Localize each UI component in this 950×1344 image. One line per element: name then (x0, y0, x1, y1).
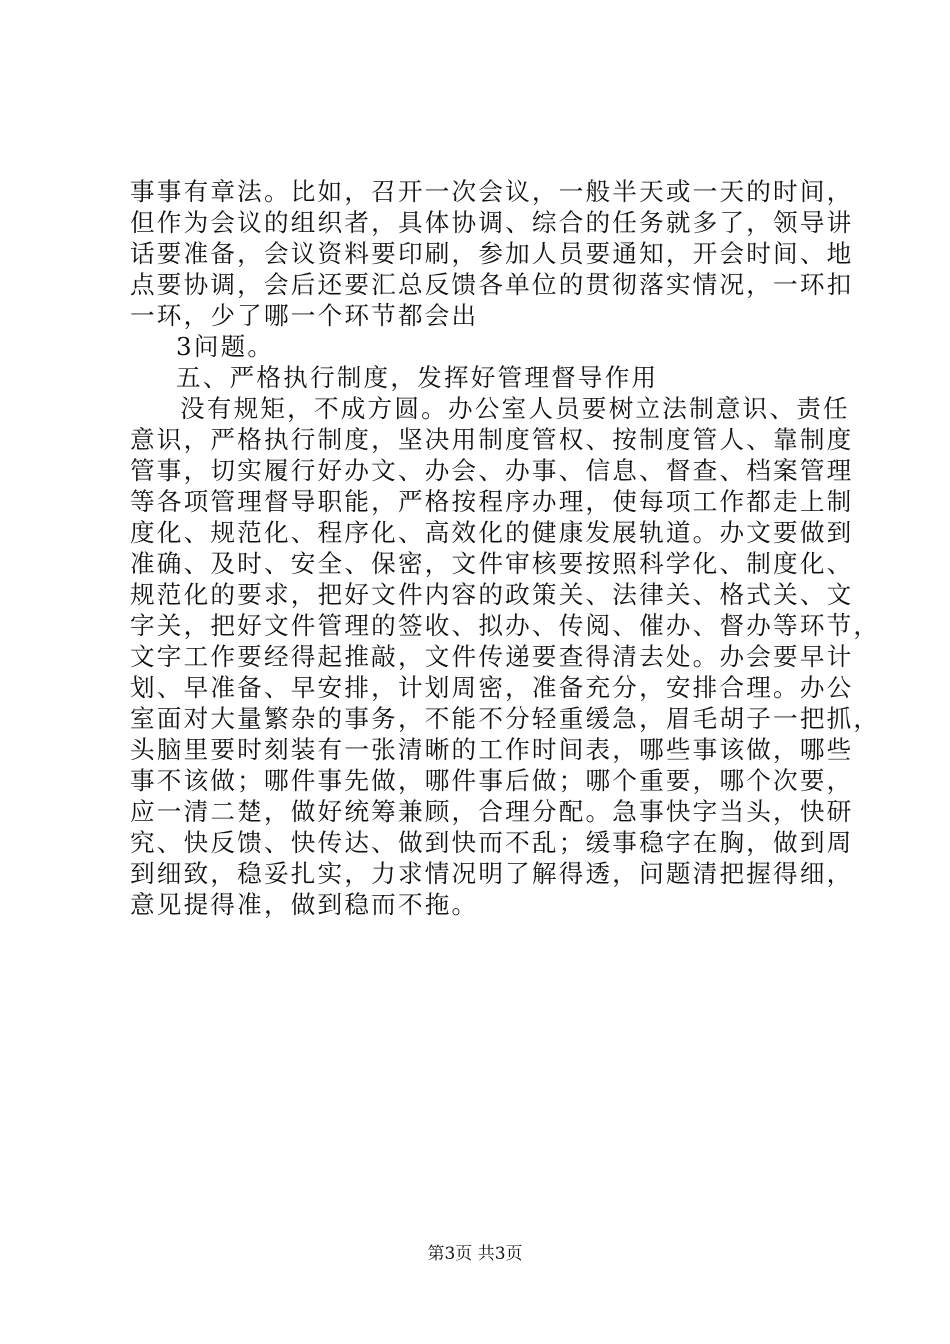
text-line: 规范化的要求，把好文件内容的政策关、法律关、格式关、文 (130, 580, 854, 609)
text-line: 3问题。 (176, 332, 275, 361)
text-line: 管事，切实履行好办文、办会、办事、信息、督查、档案管理 (130, 456, 854, 485)
text-line: 划、早准备、早安排，计划周密，准备充分，安排合理。办公 (130, 673, 854, 702)
text-line: 意见提得准，做到稳而不拖。 (130, 890, 479, 919)
page-number-footer: 第3页 共3页 (427, 1244, 523, 1264)
text-line: 但作为会议的组织者，具体协调、综合的任务就多了，领导讲 (130, 208, 854, 237)
text-line: 意识，严格执行制度，坚决用制度管权、按制度管人、靠制度 (130, 425, 854, 454)
paragraph-first-line: 没有规矩，不成方圆。办公室人员要树立法制意识、责任 (180, 394, 850, 423)
text-line: 话要准备，会议资料要印刷，参加人员要通知，开会时间、地 (130, 239, 854, 268)
text-line: 事不该做；哪件事先做，哪件事后做；哪个重要，哪个次要， (130, 766, 854, 795)
text-line: 点要协调，会后还要汇总反馈各单位的贯彻落实情况，一环扣 (130, 270, 854, 299)
text-line: 室面对大量繁杂的事务，不能不分轻重缓急，眉毛胡子一把抓， (130, 704, 881, 733)
text-line: 准确、及时、安全、保密，文件审核要按照科学化、制度化、 (130, 549, 854, 578)
section-heading: 五、严格执行制度，发挥好管理督导作用 (176, 363, 659, 392)
text-line: 等各项管理督导职能，严格按程序办理，使每项工作都走上制 (130, 487, 854, 516)
text-line: 字关，把好文件管理的签收、拟办、传阅、催办、督办等环节， (130, 611, 881, 640)
text-line: 一环，少了哪一个环节都会出 (130, 301, 479, 330)
text-line: 到细致，稳妥扎实，力求情况明了解得透，问题清把握得细， (130, 859, 854, 888)
text-line: 应一清二楚，做好统筹兼顾，合理分配。急事快字当头，快研 (130, 797, 854, 826)
text-line: 文字工作要经得起推敲，文件传递要查得清去处。办会要早计 (130, 642, 854, 671)
text-line: 事事有章法。比如，召开一次会议，一般半天或一天的时间， (130, 177, 854, 206)
text-line: 度化、规范化、程序化、高效化的健康发展轨道。办文要做到 (130, 518, 854, 547)
text-line: 究、快反馈、快传达、做到快而不乱；缓事稳字在胸，做到周 (130, 828, 854, 857)
text-line: 头脑里要时刻装有一张清晰的工作时间表，哪些事该做，哪些 (130, 735, 854, 764)
